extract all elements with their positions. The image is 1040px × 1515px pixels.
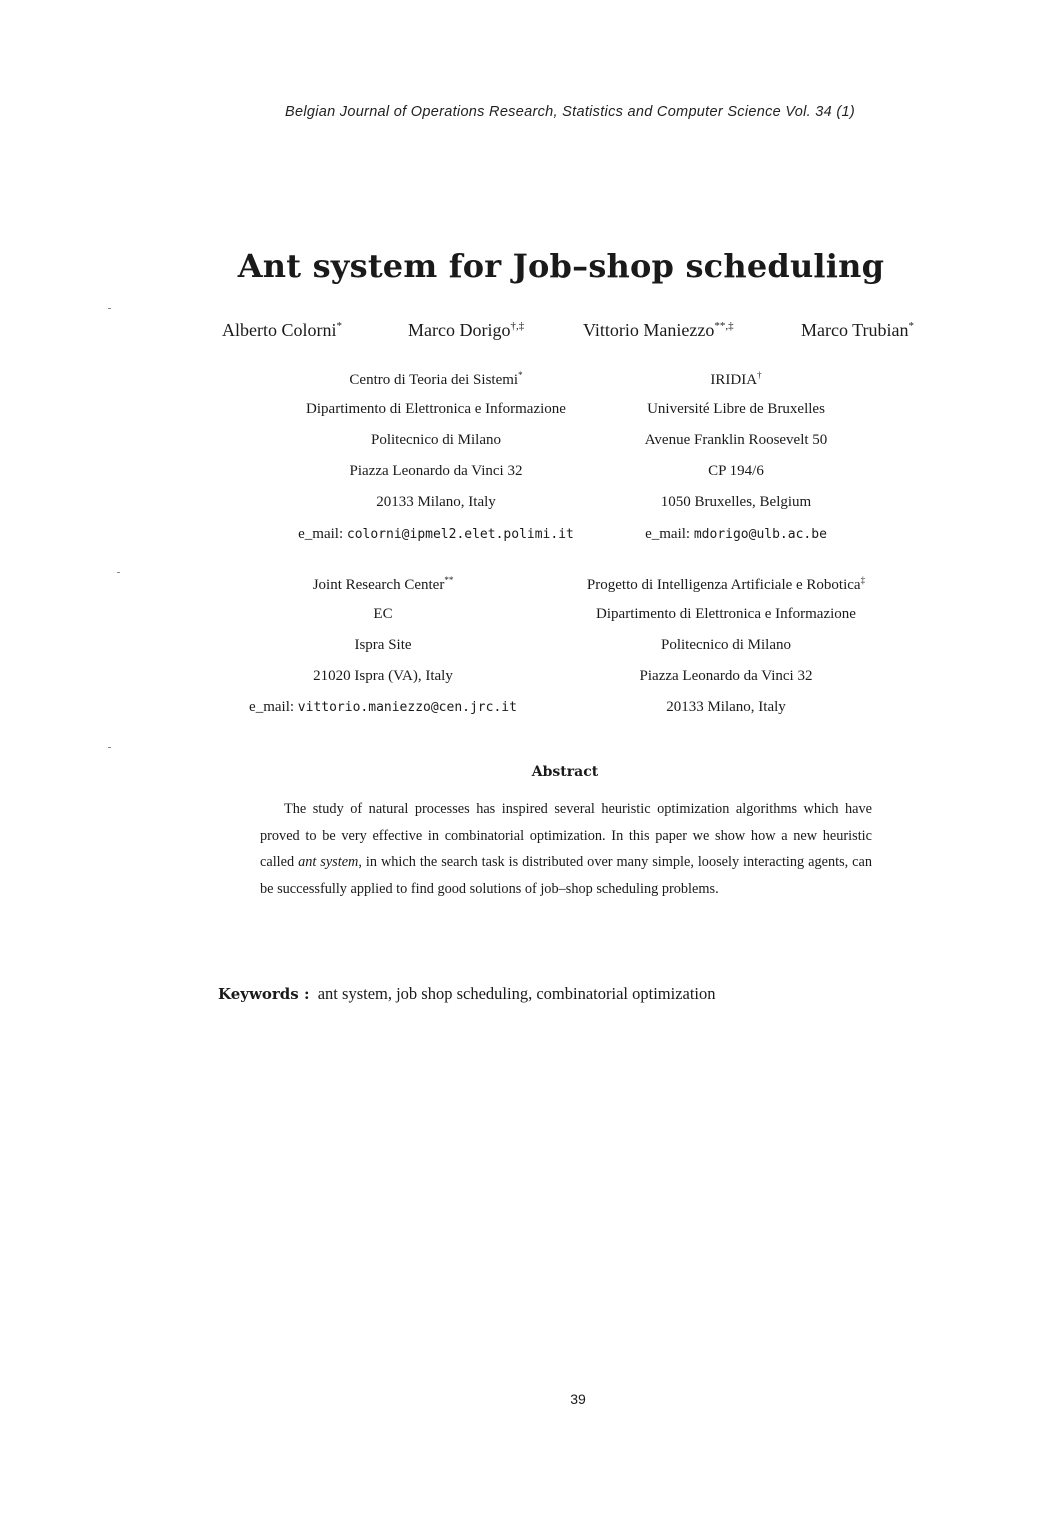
affiliation-line: EC [373,606,393,622]
scan-mark [108,308,111,309]
keywords-text: ant system, job shop scheduling, combinatorial optimization [317,984,716,1003]
author-dorigo: Marco Dorigo†,‡ [408,320,525,340]
affiliation-line: Avenue Franklin Roosevelt 50 [644,432,828,448]
affiliation-line: Centro di Teoria dei Sistemi* [349,370,523,388]
abstract-body: The study of natural processes has inspired several heuristic optimization algorithms which have proved to be very effective in combinatorial optimization. In this paper we show how a new heuristic called ant system, in which the search task is distributed over many simple, loosely interacting agents, can be successfully applied to find good solutions of job–shop scheduling problems. [260,801,872,897]
affiliation-line: Dipartimento di Elettronica e Informazione [306,401,566,417]
affiliation-line: Joint Research Center** [312,575,454,593]
affiliation-line: Dipartimento di Elettronica e Informazione [596,606,856,622]
abstract-heading: Abstract [531,764,599,780]
affiliation-line: CP 194/6 [708,463,764,479]
affiliation-line: 20133 Milano, Italy [666,699,786,715]
scan-mark [108,747,111,748]
affiliation-line: Politecnico di Milano [661,637,791,653]
journal-header: Belgian Journal of Operations Research, Statistics and Computer Science Vol. 34 (1) [284,104,855,120]
author-maniezzo: Vittorio Maniezzo**,‡ [583,320,734,340]
affiliation-line: 1050 Bruxelles, Belgium [660,494,812,510]
email-dorigo: e_mail: mdorigo@ulb.ac.be [645,526,827,542]
keywords [218,984,716,1004]
affiliation-line: 20133 Milano, Italy [376,494,496,510]
affiliation-line: Ispra Site [354,637,412,653]
email-colorni: e_mail: colorni@ipmel2.elet.polimi.it [298,526,574,542]
affiliation-line: Piazza Leonardo da Vinci 32 [349,463,523,479]
author-colorni: Alberto Colorni* [222,320,342,340]
email-maniezzo: e_mail: vittorio.maniezzo@cen.jrc.it [249,699,517,715]
scan-mark [117,572,120,573]
page-number: 39 [570,1391,586,1407]
affiliation-line: Piazza Leonardo da Vinci 32 [639,668,813,684]
author-trubian: Marco Trubian* [801,320,914,340]
affiliation-line: Progetto di Intelligenza Artificiale e Robotica‡ [586,575,866,593]
keywords-label: Keywords : [218,985,310,1003]
affiliation-line: 21020 Ispra (VA), Italy [313,668,453,684]
paper-title: Ant system for Job–shop scheduling [237,247,885,285]
affiliation-line: Politecnico di Milano [371,432,501,448]
affiliation-line: Université Libre de Bruxelles [647,401,825,417]
abstract-emphasis: ant system [298,854,359,871]
affiliation-line: IRIDIA† [710,370,762,388]
